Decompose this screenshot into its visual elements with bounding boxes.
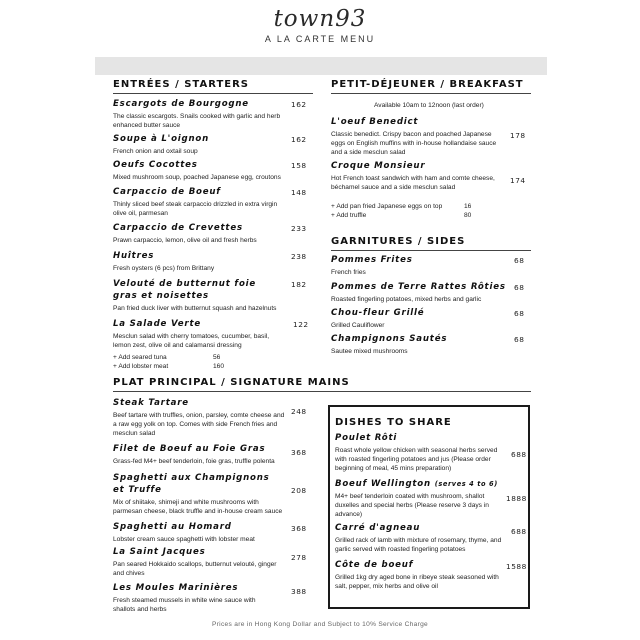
- menu-item: [331, 116, 503, 157]
- item-desc: Prawn carpaccio, lemon, olive oil and fresh herbs: [113, 237, 257, 244]
- item-name: La Salade Verte: [113, 319, 202, 329]
- addon-price: 56: [213, 354, 221, 361]
- menu-item: [113, 443, 288, 466]
- item-price: 368: [291, 524, 307, 533]
- menu-item: [331, 307, 506, 330]
- addon-row: [331, 202, 471, 211]
- item-name: Carpaccio de Crevettes: [113, 223, 243, 233]
- item-name: Huîtres: [113, 251, 155, 261]
- item-price: 1888: [506, 494, 527, 503]
- menu-item: [335, 522, 505, 554]
- menu-item: [113, 186, 283, 218]
- menu-item: [113, 278, 288, 313]
- menu-item: [113, 98, 283, 130]
- item-name: [335, 478, 505, 490]
- item-price: 238: [291, 252, 307, 261]
- item-name: Velouté de butternut foie gras et noisettes: [113, 279, 257, 301]
- menu-item: [331, 160, 503, 192]
- item-price: 208: [291, 486, 307, 495]
- item-desc: Lobster cream sauce spaghetti with lobster meat: [113, 536, 255, 543]
- addon-price: 16: [464, 203, 472, 210]
- item-desc: Mesclun salad with cherry tomatoes, cucumber, basil, lemon zest, olive oil and calamansi dressing: [113, 333, 270, 349]
- item-price: 68: [514, 256, 525, 265]
- item-desc: Thinly sliced beef steak carpaccio drizzled in extra virgin olive oil, parmesan: [113, 201, 278, 217]
- addon-row: [113, 362, 224, 371]
- item-name: Filet de Boeuf au Foie Gras: [113, 444, 266, 454]
- menu-item: [113, 582, 278, 614]
- item-name: La Saint Jacques: [113, 547, 206, 557]
- item-desc: Grilled 1kg dry aged bone in ribeye steak seasoned with salt, pepper, mix herbs and olive oil: [335, 574, 499, 590]
- item-price: 162: [291, 135, 307, 144]
- item-price: 68: [514, 283, 525, 292]
- item-price: 148: [291, 188, 307, 197]
- addon-row: [331, 211, 471, 220]
- item-name: Côte de boeuf: [335, 560, 414, 570]
- item-price: 68: [514, 335, 525, 344]
- item-name: Spaghetti aux Champignons et Truffe: [113, 473, 270, 495]
- item-price: 182: [291, 280, 307, 289]
- item-price: 122: [293, 320, 309, 329]
- menu-item: [113, 546, 278, 578]
- item-price: 233: [291, 224, 307, 233]
- addon-price: 80: [464, 212, 472, 219]
- menu-item: [331, 333, 506, 356]
- header-band: [95, 57, 547, 75]
- addon-label: + Add pan fried Japanese eggs on top: [331, 203, 443, 210]
- item-name: Soupe à L'oignon: [113, 134, 210, 144]
- menu-item: [113, 250, 283, 273]
- item-name: Carré d'agneau: [335, 523, 421, 533]
- item-desc: Mix of shiitake, shimeji and white mushrooms with parmesan cheese, black truffle and in-house cream sauce: [113, 499, 283, 515]
- menu-item: [335, 478, 505, 519]
- item-price: 178: [510, 131, 526, 140]
- item-name: Chou-fleur Grillé: [331, 308, 425, 318]
- menu-item: [335, 432, 505, 473]
- item-name: Pommes Frites: [331, 255, 413, 265]
- breakfast-addons: [331, 202, 471, 220]
- item-desc: Mixed mushroom soup, poached Japanese egg, croutons: [113, 174, 281, 181]
- item-name: Spaghetti au Homard: [113, 522, 232, 532]
- item-name-text: Boeuf Wellington: [335, 479, 431, 489]
- entrees-heading: ENTRÉES / STARTERS: [113, 79, 249, 90]
- item-desc: Hot French toast sandwich with ham and comte cheese, béchamel sauce and a side mesclun salad: [331, 175, 495, 191]
- menu-item: [113, 318, 283, 350]
- breakfast-heading: PETIT-DÉJEUNER / BREAKFAST: [331, 79, 524, 90]
- item-name: Poulet Rôti: [335, 433, 398, 443]
- menu-item: [113, 159, 288, 182]
- item-desc: Grass-fed M4+ beef tenderloin, foie gras, truffle polenta: [113, 458, 275, 465]
- logo-wordmark: town93: [273, 6, 367, 32]
- menu-item: [335, 559, 505, 591]
- item-desc: Pan seared Hokkaido scallops, butternut velouté, ginger and chives: [113, 561, 277, 577]
- breakfast-rule: [331, 93, 531, 94]
- item-name: Croque Monsieur: [331, 161, 426, 171]
- item-price: 1588: [506, 562, 527, 571]
- item-price: 162: [291, 100, 307, 109]
- share-heading: DISHES TO SHARE: [335, 417, 452, 428]
- item-desc: French onion and oxtail soup: [113, 148, 198, 155]
- item-name: Carpaccio de Boeuf: [113, 187, 221, 197]
- item-name: L'oeuf Benedict: [331, 117, 419, 127]
- item-desc: Beef tartare with truffles, onion, parsley, comte cheese and a raw egg yolk on top. Comes with side French fries and mesclun salad: [113, 412, 285, 437]
- item-desc: Pan fried duck liver with butternut squash and hazelnuts: [113, 305, 277, 312]
- item-desc: Fresh oysters (6 pcs) from Brittany: [113, 265, 215, 272]
- item-desc: Grilled rack of lamb with mixture of rosemary, thyme, and garlic served with roasted fingerling potatoes: [335, 537, 502, 553]
- item-price: 174: [510, 176, 526, 185]
- breakfast-availability: Available 10am to 12noon (last order): [374, 102, 484, 109]
- item-price: 688: [511, 527, 527, 536]
- addon-label: + Add lobster meat: [113, 363, 169, 370]
- item-price: 368: [291, 448, 307, 457]
- item-price: 278: [291, 553, 307, 562]
- item-desc: Roasted fingerling potatoes, mixed herbs and garlic: [331, 296, 482, 303]
- menu-title: A LA CARTE MENU: [264, 34, 376, 44]
- item-price: 68: [514, 309, 525, 318]
- item-serves: (serves 4 to 6): [434, 480, 498, 488]
- item-price: 388: [291, 587, 307, 596]
- entrees-rule: [113, 93, 313, 94]
- entrees-addons: [113, 353, 224, 371]
- item-desc: French fries: [331, 269, 366, 276]
- mains-heading: PLAT PRINCIPAL / SIGNATURE MAINS: [113, 377, 350, 388]
- menu-item: [331, 254, 506, 277]
- item-desc: The classic escargots. Snails cooked with garlic and herb enhanced butter sauce: [113, 113, 281, 129]
- mains-rule: [113, 391, 531, 392]
- item-price: 158: [291, 161, 307, 170]
- item-name: Pommes de Terre Rattes Rôties: [331, 282, 506, 292]
- menu-item: [331, 281, 511, 304]
- menu-item: [113, 521, 288, 544]
- footer-note: Prices are in Hong Kong Dollar and Subject to 10% Service Charge: [211, 621, 429, 628]
- item-desc: Grilled Cauliflower: [331, 322, 385, 329]
- item-price: 688: [511, 450, 527, 459]
- menu-item: [113, 133, 283, 156]
- item-desc: M4+ beef tenderloin coated with mushroom, shallot duxelles and special herbs (Please reserve 3 days in advance): [335, 493, 489, 518]
- item-price: 248: [291, 407, 307, 416]
- addon-price: 160: [213, 363, 225, 370]
- menu-item: [113, 397, 288, 438]
- menu-item: [113, 222, 288, 245]
- item-name: Oeufs Cocottes: [113, 160, 198, 170]
- addon-label: + Add truffle: [331, 212, 367, 219]
- addon-label: + Add seared tuna: [113, 354, 167, 361]
- logo: [0, 6, 640, 44]
- item-desc: Fresh steamed mussels in white wine sauce with shallots and herbs: [113, 597, 256, 613]
- sides-heading: GARNITURES / SIDES: [331, 236, 466, 247]
- item-name: Champignons Sautés: [331, 334, 448, 344]
- item-name: Escargots de Bourgogne: [113, 99, 249, 109]
- item-desc: Sautee mixed mushrooms: [331, 348, 408, 355]
- item-name: Les Moules Marinières: [113, 583, 239, 593]
- item-name: Steak Tartare: [113, 398, 189, 408]
- sides-rule: [331, 250, 531, 251]
- addon-row: [113, 353, 224, 362]
- item-desc: Roast whole yellow chicken with seasonal herbs served with roasted fingerling potatoes and jus (Please order beginning of meal, 45 mins preparation): [335, 447, 498, 472]
- item-desc: Classic benedict. Crispy bacon and poached Japanese eggs on English muffins with in-house hollandaise sauce and a side mesclun salad: [331, 131, 497, 156]
- menu-item: [113, 472, 288, 516]
